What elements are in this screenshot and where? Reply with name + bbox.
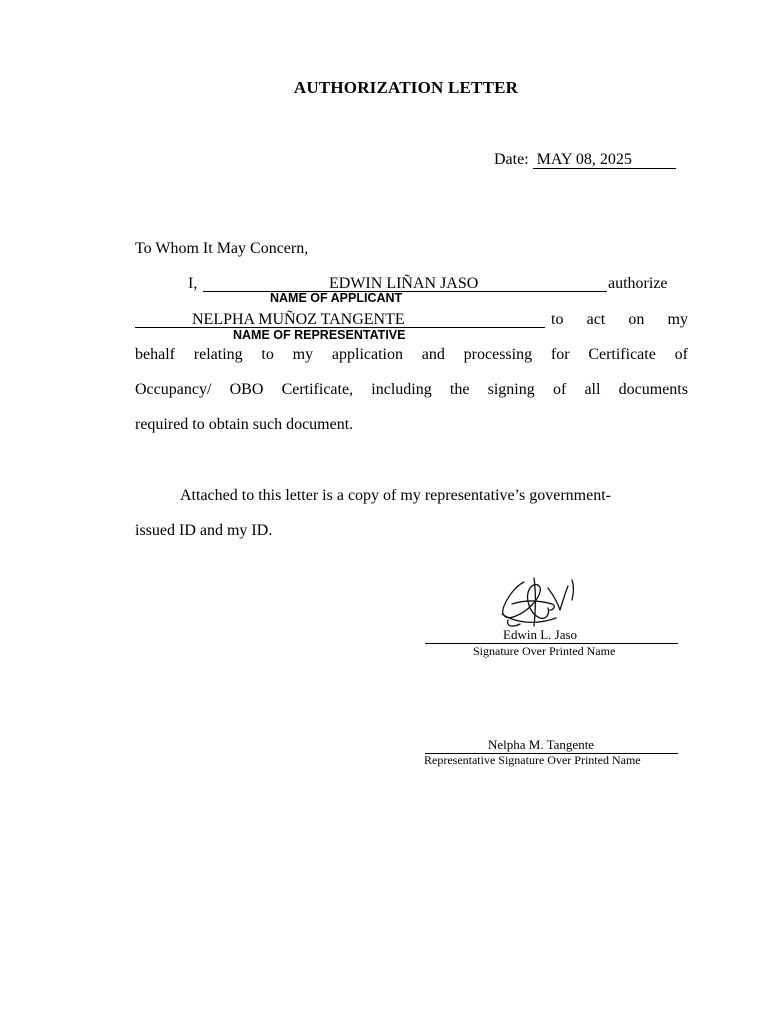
signature1-caption: Signature Over Printed Name (473, 644, 616, 658)
body-word: Certificate (588, 346, 656, 363)
signature1-name: Edwin L. Jaso (503, 627, 578, 642)
body-word: and (421, 346, 445, 363)
applicant-name-line (203, 274, 607, 292)
line2-word: on (628, 311, 645, 328)
date-row (494, 151, 676, 169)
representative-name: NELPHA MUÑOZ TANGENTE (192, 311, 405, 328)
letter-title: AUTHORIZATION LETTER (293, 78, 519, 97)
body-word: processing (463, 346, 533, 363)
body-word: the (449, 381, 470, 398)
line2-word: to (551, 311, 564, 328)
signature2-name: Nelpha M. Tangente (488, 737, 595, 752)
applicant-name: EDWIN LIÑAN JASO (329, 275, 479, 292)
body-line-5: required to obtain such document. (135, 416, 354, 433)
body-word: documents (618, 381, 688, 398)
body-word: behalf (135, 346, 175, 363)
body-word: to (261, 346, 274, 363)
representative-caption: NAME OF REPRESENTATIVE (233, 328, 406, 342)
line1-prefix: I, (188, 275, 198, 292)
line2-word: my (667, 311, 688, 328)
body-word: including (371, 381, 432, 398)
body-line-4 (135, 381, 688, 399)
body-word: of (674, 346, 688, 363)
body-word: all (584, 381, 601, 398)
body-word: Occupancy/ (135, 381, 212, 398)
body-word: my (292, 346, 314, 363)
body-word: of (552, 381, 567, 398)
salutation: To Whom It May Concern, (135, 240, 309, 257)
body-line-3 (135, 346, 688, 364)
line2-words (551, 311, 688, 329)
signature2-line (425, 736, 678, 754)
body-word: OBO (229, 381, 264, 398)
signature2-caption: Representative Signature Over Printed Name (424, 753, 641, 767)
body-word: signing (487, 381, 535, 398)
body-word: Certificate, (281, 381, 354, 398)
para2-line-2: issued ID and my ID. (135, 522, 273, 539)
para2-line-1: Attached to this letter is a copy of my representative’s government- (180, 487, 611, 504)
body-word: for (550, 346, 570, 363)
signature1-line (425, 626, 678, 644)
body-word: relating (193, 346, 243, 363)
date-value: MAY 08, 2025 (533, 151, 676, 169)
body-word: application (331, 346, 403, 363)
applicant-caption: NAME OF APPLICANT (270, 291, 403, 305)
line2-word: act (586, 311, 606, 328)
date-label: Date: (494, 151, 529, 168)
line1-suffix: authorize (608, 275, 668, 292)
representative-name-line (135, 310, 545, 328)
